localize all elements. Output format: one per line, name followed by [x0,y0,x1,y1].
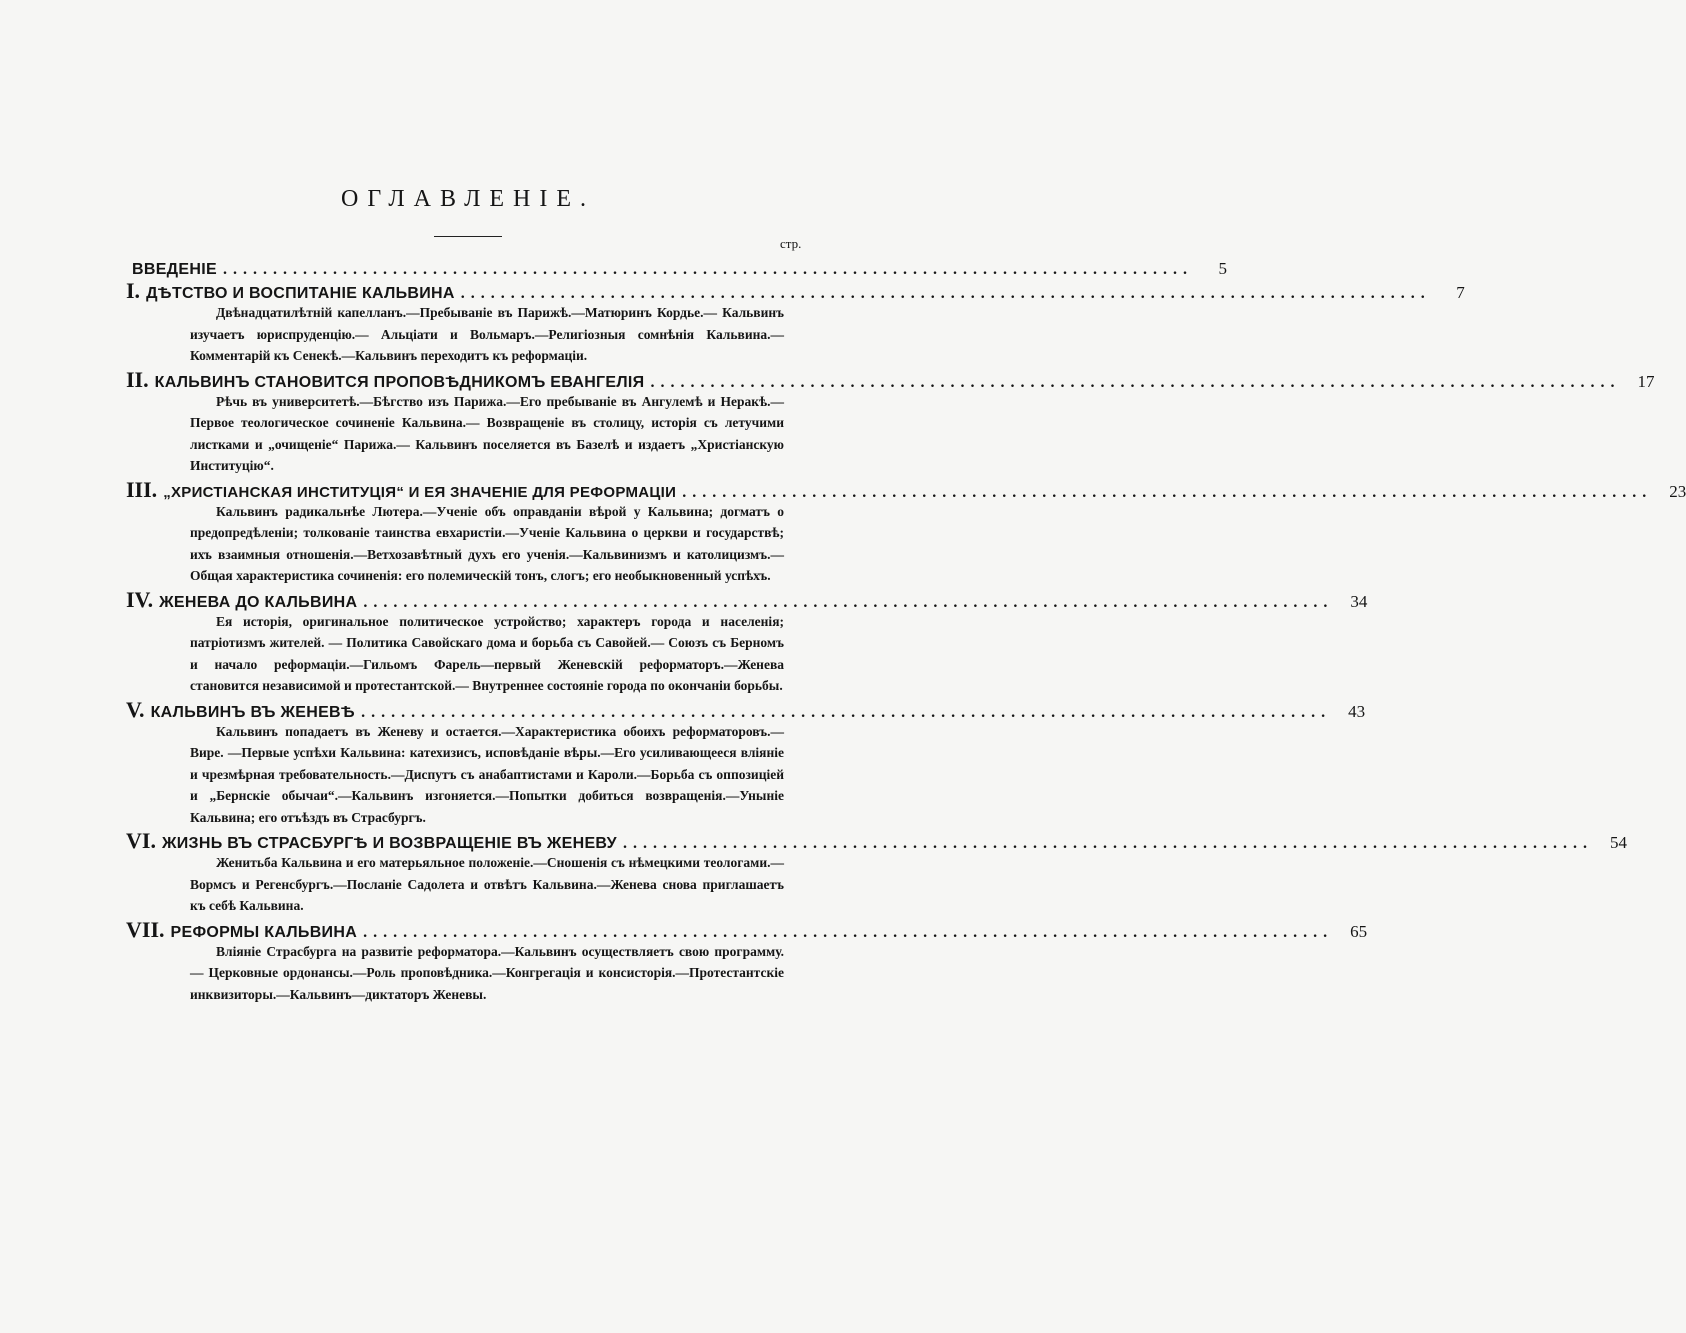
toc-entry-chapter-4 [126,586,1368,697]
chapter-title: ЖИЗНЬ ВЪ СТРАСБУРГѢ И ВОЗВРАЩЕНІЕ ВЪ ЖЕНЕВУ [161,835,617,852]
chapter-number: IV. [126,586,154,612]
entry-heading[interactable] [126,916,1368,942]
chapter-summary: Женитьба Кальвина и его матерьяльное положеніе.—Сношенія съ нѣмецкими теологами.—Вормсъ и Регенсбургъ.—Посланіе Садолета и отвѣтъ Кальвина.—Женева снова приглашаетъ къ себѣ Кальвина. [190,855,784,913]
leader-dots: ................................................................................................. [650,373,1621,391]
leader-dots: ................................................................................................. [363,593,1334,611]
entry-heading[interactable] [126,476,1686,502]
entry-heading[interactable] [126,278,1465,303]
entry-heading[interactable] [126,586,1368,612]
toc-entry-chapter-6 [126,828,1627,917]
page-title: ОГЛАВЛЕНІЕ. [340,186,596,212]
chapter-number: VI. [126,828,156,853]
leader-dots: ................................................................................................. [622,835,1593,852]
toc-entry-chapter-1 [126,278,1465,367]
chapter-title: ДѢТСТВО И ВОСПИТАНІЕ КАЛЬВИНА [146,285,455,302]
page-number: 7 [1456,283,1465,302]
entry-heading[interactable] [126,258,1227,280]
chapter-title: ВВЕДЕНІЕ [132,261,217,278]
title-divider [434,236,502,237]
page-number: 17 [1637,371,1655,391]
chapter-number: VII. [126,916,165,942]
page-number: 5 [1218,259,1227,278]
entry-heading[interactable] [126,696,1366,722]
chapter-title: „ХРИСТІАНСКАЯ ИНСТИТУЦІЯ“ И ЕЯ ЗНАЧЕНІЕ ДЛЯ РЕФОРМАЦІИ [163,483,677,501]
toc-entry-chapter-5 [126,696,1366,829]
toc-entry-chapter-3 [126,476,1686,587]
page-column-label: стр. [780,236,802,251]
toc-entry-chapter-2 [126,366,1655,477]
entry-heading[interactable] [126,828,1627,853]
chapter-summary: Вліяніе Страсбурга на развитіе реформатора.—Кальвинъ осуществляетъ свою программу.— Церковные ордонансы.—Роль проповѣдника.—Конгрегація и консисторія.—Протестантскіе инквизиторы.—Кальвинъ—диктаторъ Женевы. [190,943,784,1002]
chapter-title: КАЛЬВИНЪ СТАНОВИТСЯ ПРОПОВѢДНИКОМЪ ЕВАНГЕЛІЯ [154,373,645,391]
chapter-summary: Кальвинъ попадаетъ въ Женеву и остается.—Характеристика обоихъ реформаторовъ.—Вире. —Первые успѣхи Кальвина: катехизисъ, исповѣданіе вѣры.—Его усиливающееся вліяніе и чрезмѣрная требовательность.—Диспутъ съ анабаптистами и Кароли.—Борьба съ оппозиціей и „Бернскіе обычаи“.—Кальвинъ изгоняется.—Попытки добиться возвращенія.—Уныніе Кальвина; его отъѣздъ въ Страсбургъ. [190,723,784,825]
chapter-title: РЕФОРМЫ КАЛЬВИНА [170,923,358,941]
table-of-contents [126,258,1686,1007]
leader-dots: ................................................................................................. [361,703,1332,721]
chapter-summary: Кальвинъ радикальнѣе Лютера.—Ученіе объ оправданіи вѣрой у Кальвина; догматъ о предопредѣленіи; толкованіе таинства евхаристіи.—Ученіе Кальвина о церкви и государствѣ; ихъ взаимныя отношенія.—Ветхозавѣтный духъ его ученія.—Кальвинизмъ и католицизмъ.—Общая характеристика сочиненія: его полемическій тонъ, слогъ; его необыкновенный успѣхъ. [190,503,784,583]
leader-dots: ................................................................................................. [682,483,1653,501]
page-number: 23 [1669,481,1686,501]
chapter-number: II. [126,366,149,392]
entry-heading[interactable] [126,366,1655,392]
chapter-title: КАЛЬВИНЪ ВЪ ЖЕНЕВѢ [150,703,356,721]
page-number: 65 [1350,921,1368,941]
toc-entry-chapter-7 [126,916,1368,1006]
chapter-title: ЖЕНЕВА ДО КАЛЬВИНА [159,593,358,611]
chapter-summary: Рѣчь въ университетѣ.—Бѣгство изъ Парижа.—Его пребываніе въ Ангулемѣ и Неракѣ.—Первое теологическое сочиненіе Кальвина.— Возвращеніе въ столицу, исторія съ летучими листками и „очищеніе“ Парижа.— Кальвинъ поселяется въ Базелѣ и издаетъ „Христіанскую Институцію“. [190,393,784,473]
toc-entry-introduction [126,258,1227,280]
chapter-number: I. [126,278,141,303]
leader-dots: ................................................................................................. [222,261,1193,278]
leader-dots: ................................................................................................. [460,285,1431,302]
chapter-summary: Двѣнадцатилѣтній капелланъ.—Пребываніе въ Парижѣ.—Матюринъ Кордье.— Кальвинъ изучаетъ юриспруденцію.— Альціати и Вольмаръ.—Религіозныя сомнѣнія Кальвина.—Комментарій къ Сенекѣ.—Кальвинъ переходитъ къ реформаціи. [190,305,784,363]
chapter-summary: Ея исторія, оригинальное политическое устройство; характеръ города и населенія; патріотизмъ жителей. — Политика Савойскаго дома и борьба съ Савойей.— Союзъ съ Берномъ и начало реформаціи.—Гильомъ Фарель—первый Женевскій реформаторъ.—Женева становится независимой и протестантской.— Внутреннее состояніе города по окончаніи борьбы. [190,613,784,693]
chapter-number: III. [126,476,158,502]
page-number: 34 [1350,591,1368,611]
leader-dots: ................................................................................................. [363,923,1334,941]
chapter-number: V. [126,696,145,722]
page-number: 54 [1609,833,1627,852]
page-number: 43 [1348,701,1366,721]
